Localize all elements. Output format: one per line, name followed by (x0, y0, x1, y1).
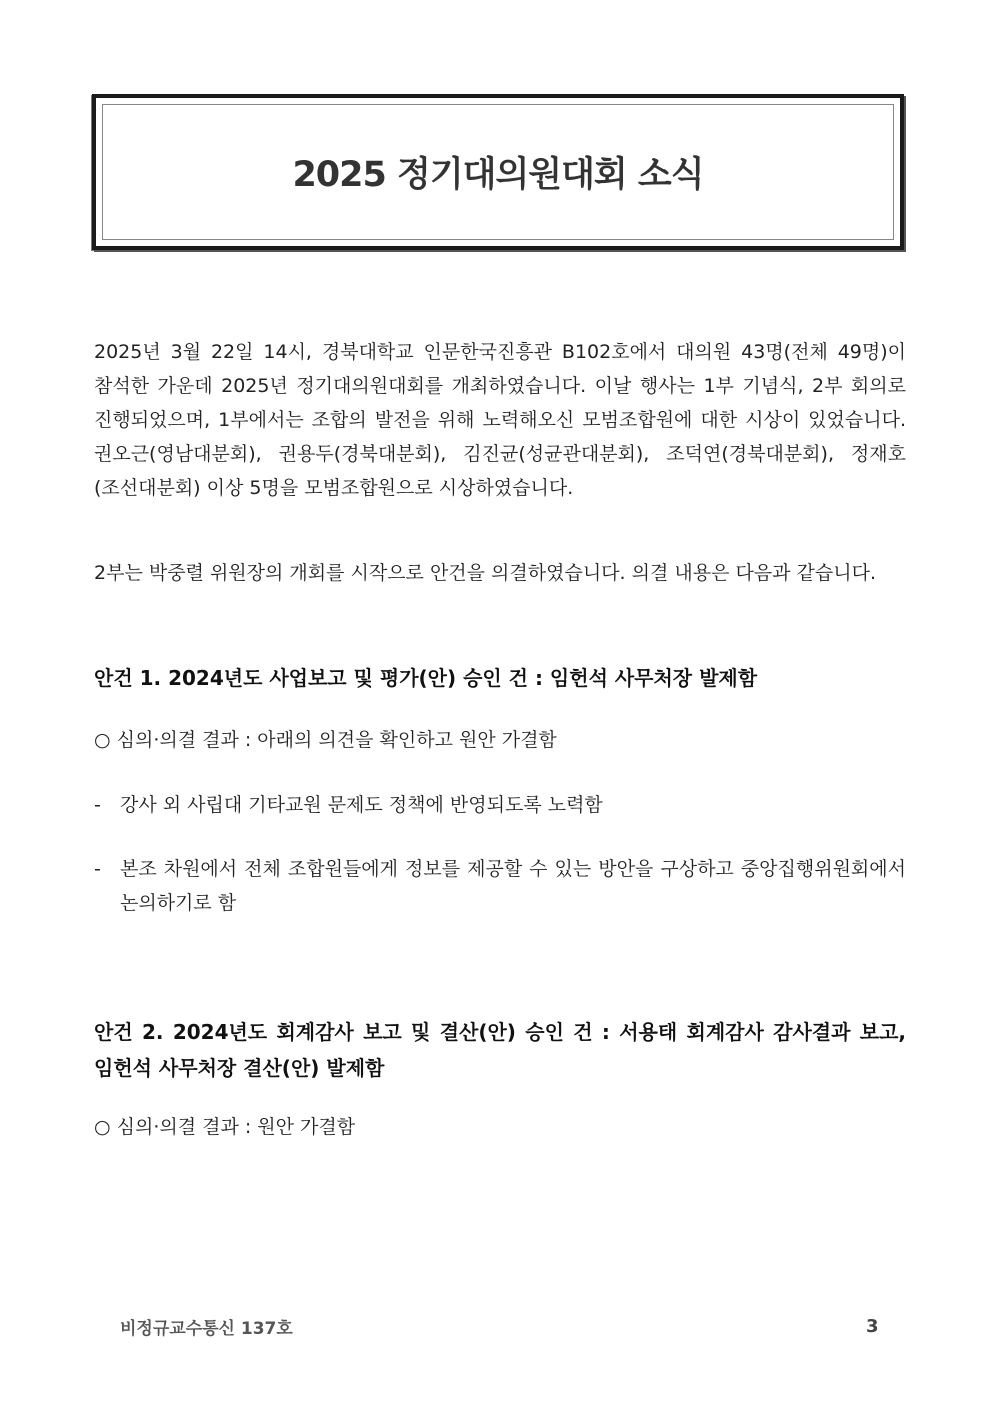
agenda-2-heading: 안건 2. 2024년도 회계감사 보고 및 결산(안) 승인 건 : 서용태 회계감사 감사결과 보고, 임헌석 사무처장 결산(안) 발제함 (94, 1020, 906, 1080)
dash-marker: - (94, 858, 101, 880)
page-number: 3 (866, 1316, 879, 1337)
agenda-2-result: ○ 심의·의결 결과 : 원안 가결함 (94, 1116, 356, 1138)
session-paragraph: 2부는 박중렬 위원장의 개회를 시작으로 안건을 의결하였습니다. 의결 내용은 다음과 같습니다. (94, 562, 877, 584)
dash-marker: - (94, 794, 101, 816)
title-box (92, 94, 904, 250)
agenda-1-result: ○ 심의·의결 결과 : 아래의 의견을 확인하고 원안 가결함 (94, 729, 557, 751)
agenda-1-item (94, 788, 906, 822)
page-title: 2025 정기대의원대회 소식 (292, 155, 704, 195)
intro-paragraph: 2025년 3월 22일 14시, 경북대학교 인문한국진흥관 B102호에서 대의원 43명(전체 49명)이 참석한 가운데 2025년 정기대의원대회를 개최하였습니다. 이날 행사는 1부 기념식, 2부 회의로 진행되었으며, 1부에서는 조합의 발전을 위해 노력해오신 모범조합원에 대한 시상이 있었습니다. 권오근(영남대분회), 권용두(경북대분회), 김진균(성균관대분회), 조덕연(경북대분회), 정재호(조선대분회) 이상 5명을 모범조합원으로 시상하였습니다. (94, 341, 906, 499)
agenda-1-item (94, 852, 906, 920)
agenda-1-item-text: 강사 외 사립대 기타교원 문제도 정책에 반영되도록 노력함 (120, 794, 603, 816)
agenda-1-item-text: 본조 차원에서 전체 조합원들에게 정보를 제공할 수 있는 방안을 구상하고 중앙집행위원회에서 논의하기로 함 (120, 858, 906, 914)
publication-name: 비정규교수통신 137호 (120, 1319, 293, 1339)
agenda-1-heading: 안건 1. 2024년도 사업보고 및 평가(안) 승인 건 : 임헌석 사무처장 발제함 (94, 666, 758, 690)
